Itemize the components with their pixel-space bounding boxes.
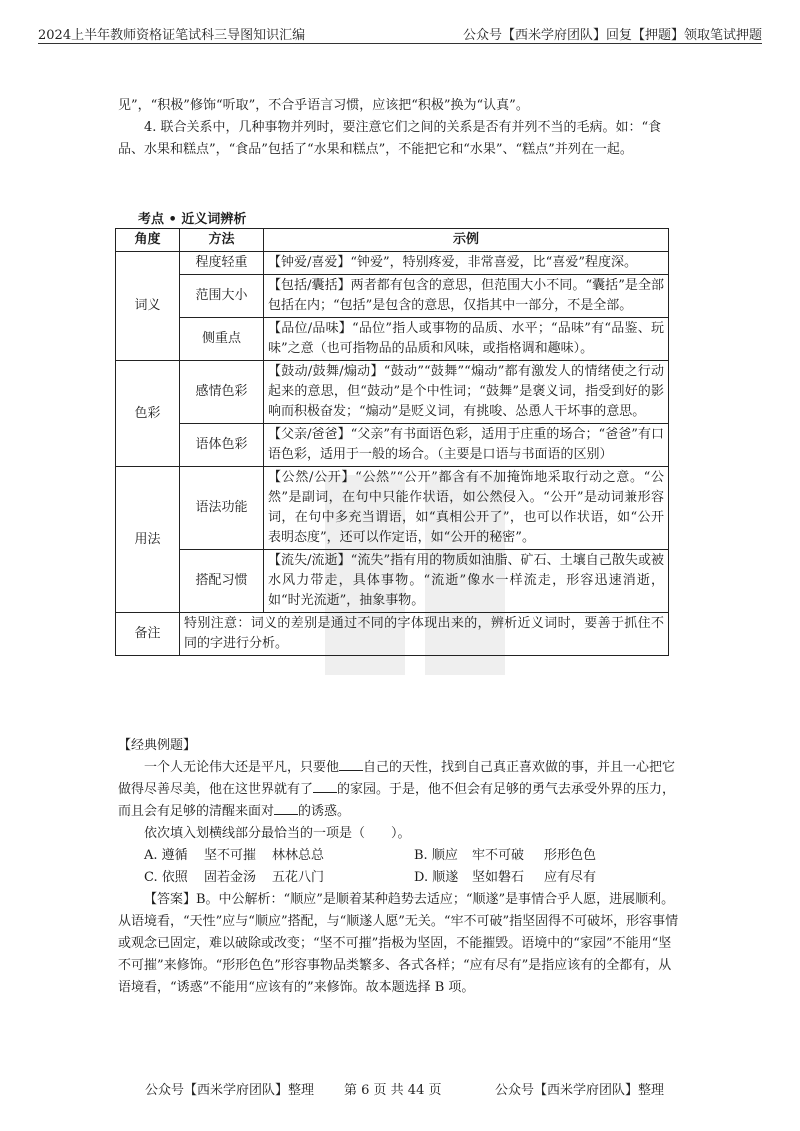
- example-cell: 【流失/流逝】“流失”指有用的物质如油脂、矿石、土壤自己散失或被水风力带走，具体事物。“流逝”像水一样流走，形容迅速消逝，如“时光流逝”，抽象事物。: [264, 550, 669, 613]
- footer-right: 公众号【西米学府团队】整理: [495, 1083, 665, 1098]
- options-row-1: [118, 845, 682, 867]
- table-row: [116, 252, 669, 275]
- page-number: 第 6 页 共 44 页: [344, 1083, 442, 1098]
- option-a-word2: 坚不可摧: [204, 848, 257, 863]
- table-row: [116, 424, 669, 467]
- table-row: [116, 361, 669, 424]
- option-c-label: C. 依照: [144, 870, 188, 885]
- header-right-text: 公众号【西米学府团队】回复【押题】领取笔试押题: [462, 28, 762, 43]
- option-b-label: B. 顺应: [414, 848, 458, 863]
- footer-left: 公众号【西米学府团队】整理: [145, 1083, 315, 1098]
- note-label: 备注: [116, 613, 180, 656]
- table-row: [116, 318, 669, 361]
- example-cell: 【父亲/爸爸】“父亲”有书面语色彩，适用于庄重的场合；“爸爸”有口语色彩，适用于一般的场合。（主要是口语与书面语的区别）: [264, 424, 669, 467]
- table-header-row: [116, 229, 669, 252]
- option-c-word3: 五花八门: [272, 870, 325, 885]
- header-method: 方法: [180, 229, 264, 252]
- option-b-word2: 牢不可破: [472, 848, 525, 863]
- section-title: 考点 • 近义词辨析: [138, 212, 247, 227]
- example-cell: 【品位/品味】“品位”指人或事物的品质、水平；“品味”有“品鉴、玩味”之意（也可指物品的品质和风味，或指格调和趣味）。: [264, 318, 669, 361]
- method-cell: 侧重点: [180, 318, 264, 361]
- question-part-a: 一个人无论伟大还是平凡，只要他: [144, 760, 340, 775]
- header-left-text: 2024上半年教师资格证笔试科三导图知识汇编: [38, 28, 306, 43]
- question-part-b: 自己的天性，找到自己真正喜欢做的事，并且一心把它做得尽善尽美，他在这世界就有了: [118, 760, 676, 797]
- method-cell: 语体色彩: [180, 424, 264, 467]
- option-d-word2: 坚如磐石: [472, 870, 525, 885]
- table-row: [116, 467, 669, 550]
- classic-example: [118, 735, 682, 999]
- method-cell: 感情色彩: [180, 361, 264, 424]
- intro-paragraph-4: 4. 联合关系中，几种事物并列时，要注意它们之间的关系是否有并列不当的毛病。如：“食品、水果和糕点”，“食品”包括了“水果和糕点”，不能把它和“水果”、“糕点”并列在一起。: [118, 120, 662, 157]
- intro-text: [118, 95, 682, 161]
- example-cell: 【鼓动/鼓舞/煽动】“鼓动”“鼓舞”“煽动”都有激发人的情绪使之行动起来的意思，但“鼓动”是个中性词；“鼓舞”是褒义词，指受到好的影响而积极奋发；“煽动”是贬义词，有挑唆、怂恿人干坏事的意思。: [264, 361, 669, 424]
- table-row: [116, 275, 669, 318]
- option-d-word3: 应有尽有: [544, 870, 597, 885]
- angle-cell-meaning: 词义: [116, 252, 180, 361]
- example-cell: 【钟爱/喜爱】“钟爱”，特别疼爱，非常喜爱，比“喜爱”程度深。: [264, 252, 669, 275]
- angle-cell-color: 色彩: [116, 361, 180, 467]
- blank-1: [339, 757, 363, 771]
- option-a-word3: 林林总总: [272, 848, 325, 863]
- method-cell: 搭配习惯: [180, 550, 264, 613]
- example-answer: 【答案】B。中公解析：“顺应”是顺着某种趋势去适应；“顺遂”是事情合乎人愿，进展顺利。从语境看，“天性”应与“顺应”搭配，与“顺遂人愿”无关。“牢不可破”指坚固得不可破坏，形容事情或观念已固定，难以破除或改变；“坚不可摧”指极为坚固，不能摧毁。语境中的“家园”不能用“坚不可摧”来修饰。“形形色色”形容事物品类繁多、各式各样；“应有尽有”是指应该有的全都有，从语境看，“诱惑”不能用“应该有的”来修饰。故本题选择 B 项。: [118, 892, 679, 995]
- option-b-word3: 形形色色: [544, 848, 597, 863]
- method-cell: 范围大小: [180, 275, 264, 318]
- example-cell: 【包括/囊括】两者都有包含的意思，但范围大小不同。“囊括”是全部包括在内；“包括”是包含的意思，仅指其中一部分，不是全部。: [264, 275, 669, 318]
- options-row-2: [118, 867, 682, 889]
- blank-3: [274, 801, 298, 815]
- intro-line: 见”，“积极”修饰“听取”，不合乎语言习惯，应该把“积极”换为“认真”。: [118, 98, 529, 113]
- note-text: 特别注意：词义的差别是通过不同的字体现出来的，辨析近义词时，要善于抓住不同的字进行分析。: [180, 613, 669, 656]
- angle-cell-usage: 用法: [116, 467, 180, 613]
- header-angle: 角度: [116, 229, 180, 252]
- option-a-label: A. 遵循: [144, 848, 188, 863]
- synonym-table: [115, 228, 669, 656]
- table-row: [116, 550, 669, 613]
- blank-2: [313, 779, 337, 793]
- method-cell: 语法功能: [180, 467, 264, 550]
- option-c-word2: 固若金汤: [204, 870, 257, 885]
- question-part-d: 的诱惑。: [298, 804, 351, 819]
- example-question: [118, 757, 682, 823]
- example-cell: 【公然/公开】“公然”“公开”都含有不加掩饰地采取行动之意。“公然”是副词，在句中只能作状语，如公然侵入。“公开”是动词兼形容词，在句中多充当谓语，如“真相公开了”，也可以作状语，如“公开表明态度”，还可以作定语，如“公开的秘密”。: [264, 467, 669, 550]
- example-title: 【经典例题】: [118, 738, 197, 753]
- header-example: 示例: [264, 229, 669, 252]
- example-prompt: 依次填入划横线部分最恰当的一项是（ ）。: [144, 826, 411, 841]
- question-part-c: 的家园。于是，他不但会有足够的勇气去承受外界的压力，而且会有足够的清醒来面对: [118, 782, 676, 819]
- option-d-label: D. 顺遂: [414, 870, 459, 885]
- table-note-row: [116, 613, 669, 656]
- method-cell: 程度轻重: [180, 252, 264, 275]
- page-header: [38, 22, 762, 44]
